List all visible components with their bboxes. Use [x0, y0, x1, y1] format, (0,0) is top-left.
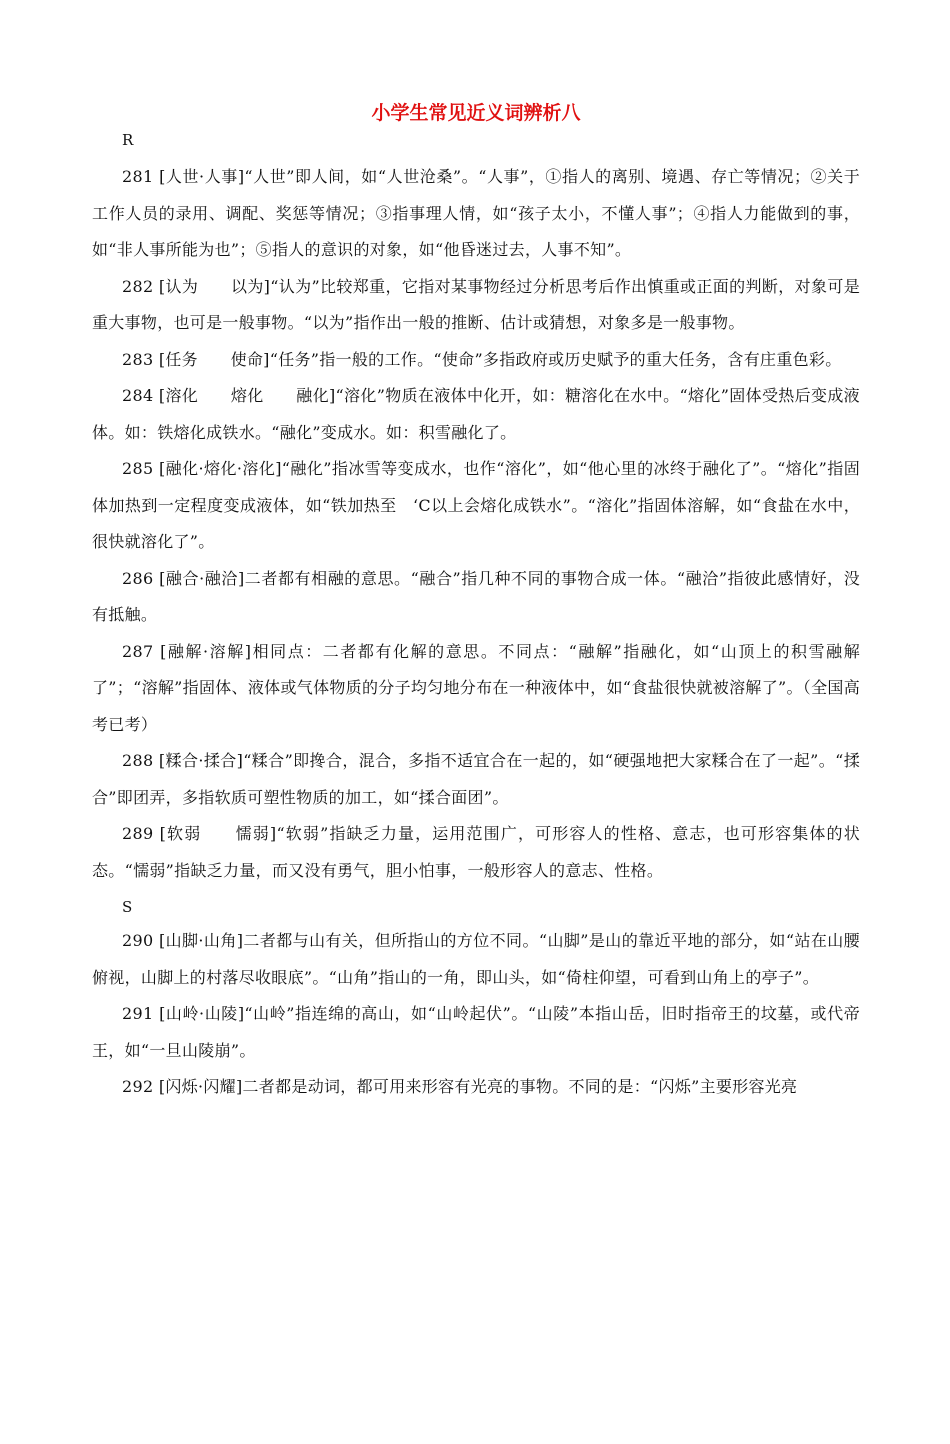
entry-287: 287 [融解·溶解]相同点：二者都有化解的意思。不同点：“融解”指融化，如“山顶上的积雪融解了”；“溶解”指固体、液体或气体物质的分子均匀地分布在一种液体中，如“食盐很快就被溶解了”。（全国高考已考）	[92, 641, 860, 734]
entry-289: 289 [软弱 懦弱]“软弱”指缺乏力量，运用范围广，可形容人的性格、意志，也可形容集体的状态。“懦弱”指缺乏力量，而又没有勇气，胆小怕事，一般形容人的意志、性格。	[92, 824, 860, 880]
entry-283: 283 [任务 使命]“任务”指一般的工作。“使命”多指政府或历史赋予的重大任务，含有庄重色彩。	[122, 349, 842, 369]
entry-281: 281 [人世·人事]“人世”即人间，如“人世沧桑”。“人事”，①指人的离别、境遇、存亡等情况；②关于工作人员的录用、调配、奖惩等情况；③指事理人情，如“孩子太小，不懂人事”；④指人力能做到的事，如“非人事所能为也”；⑤指人的意识的对象，如“他昏迷过去，人事不知”。	[92, 167, 860, 259]
entry-292: 292 [闪烁·闪耀]二者都是动词，都可用来形容有光亮的事物。不同的是：“闪烁”主要形容光亮	[122, 1077, 798, 1096]
entry-288: 288 [糅合·揉合]“糅合”即搀合，混合，多指不适宜合在一起的，如“硬强地把大家糅合在了一起”。“揉合”即团弄，多指软质可塑性物质的加工，如“揉合面团”。	[92, 751, 860, 807]
section-letter-s: S	[122, 898, 133, 916]
entry-284: 284 [溶化 熔化 融化]“溶化”物质在液体中化开，如：糖溶化在水中。“熔化”固体受热后变成液体。如：铁熔化成铁水。“融化”变成水。如：积雪融化了。	[92, 386, 860, 442]
entry-282: 282 [认为 以为]“认为”比较郑重，它指对某事物经过分析思考后作出慎重或正面的判断，对象可是重大事物，也可是一般事物。“以为”指作出一般的推断、估计或猜想，对象多是一般事物。	[92, 276, 860, 332]
entry-285: 285 [融化·熔化·溶化]“融化”指冰雪等变成水，也作“溶化”，如“他心里的冰终于融化了”。“熔化”指固体加热到一定程度变成液体，如“铁加热至 ‘C以上会熔化成铁水”。“溶化”指固体溶解，如“食盐在水中，很快就溶化了”。	[92, 459, 860, 551]
entry-291: 291 [山岭·山陵]“山岭”指连绵的高山，如“山岭起伏”。“山陵”本指山岳，旧时指帝王的坟墓，或代帝王，如“一旦山陵崩”。	[92, 1004, 860, 1060]
document-page	[0, 100, 950, 1444]
entry-286: 286 [融合·融洽]二者都有相融的意思。“融合”指几种不同的事物合成一体。“融洽”指彼此感情好，没有抵触。	[92, 568, 860, 624]
document-title: 小学生常见近义词辨析八	[371, 102, 581, 124]
section-letter-r: R	[122, 131, 134, 149]
entry-290: 290 [山脚·山角]二者都与山有关，但所指山的方位不同。“山脚”是山的靠近平地的部分，如“站在山腰俯视，山脚上的村落尽收眼底”。“山角”指山的一角，即山头，如“倚柱仰望，可看到山角上的亭子”。	[92, 931, 860, 987]
